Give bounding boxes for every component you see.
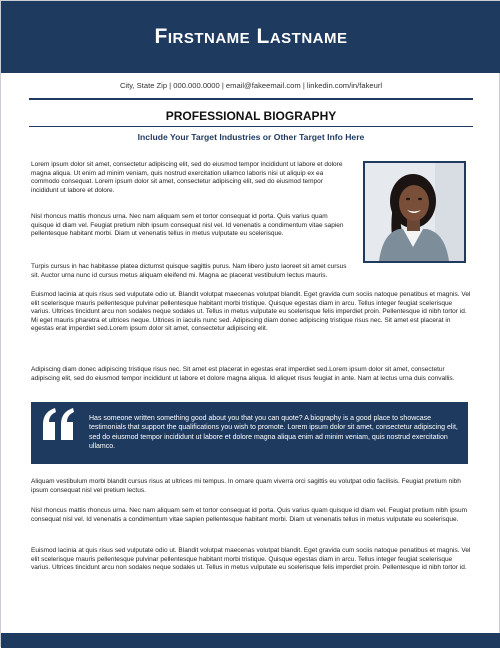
- bio-paragraph-3: Turpis cursus in hac habitasse platea dictumst quisque sagittis purus. Nam libero justo laoreet sit amet cursus sit. Auctor urna nunc id cursus metus aliquam eleifend mi. Magna ac placerat vestibulum lectus mauris.: [31, 263, 347, 279]
- bio-paragraph-6: Aliquam vestibulum morbi blandit cursus risus at ultrices mi tempus. In ornare quam viverra orci sagittis eu volutpat odio facilisis. Feugiat pretium nibh ipsum consequat nisl vel pretium lectus.: [31, 478, 461, 494]
- header-divider: [29, 98, 473, 100]
- bio-paragraph-8: Euismod lacinia at quis risus sed vulputate odio ut. Blandit volutpat maecenas volutpat blandit. Eget gravida cum sociis natoque penatibus et magnis. Vel elit scelerisque mauris pellentesque pulvinar pellentesque habitant morbi tristique. Quisque egestas diam in arcu. Tellus integer feugiat scelerisque varius. Ultrices tincidunt arcu non sodales neque sodales ut. Tellus in metus vulputate eu scelerisque felis imperdiet proin. Pellentesque id nibh tortor id.: [31, 547, 471, 572]
- bio-paragraph-4: Euismod lacinia at quis risus sed vulputate odio ut. Blandit volutpat maecenas volutpat blandit. Eget gravida cum sociis natoque penatibus et magnis. Vel elit scelerisque mauris pellentesque pulvinar pellentesque habitant morbi tristique. Quisque egestas diam in arcu. Tellus integer feugiat scelerisque varius. Ultrices tincidunt arcu non sodales neque sodales ut. Tellus in metus vulputate eu scelerisque felis imperdiet proin. Pellentesque id nibh tortor id. Mi eget mauris pharetra et ultrices neque. Ultrices in iaculis nunc sed. Adipiscing diam donec adipiscing tristique risus nec. Sit amet est placerat in egestas erat imperdiet sed.Lorem ipsum dolor sit amet, consectetur adipiscing elit.: [31, 291, 471, 333]
- candidate-name: Firstname Lastname: [154, 25, 348, 48]
- quote-icon: [41, 406, 77, 446]
- header-banner: [1, 1, 500, 73]
- section-divider: [29, 126, 473, 127]
- section-title: PROFESSIONAL BIOGRAPHY: [165, 109, 337, 123]
- profile-photo: [363, 161, 466, 263]
- bio-paragraph-2: Nisl rhoncus mattis rhoncus urna. Nec nam aliquam sem et tortor consequat id porta. Quis varius quam quisque id diam vel. Feugiat pretium nibh ipsum consequat nisl vel. Id venenatis a condimentum vitae sapien pellentesque habitant morbi. Diam ut venenatis tellus in metus vulputate eu scelerisque.: [31, 213, 344, 238]
- testimonial-text: Has someone written something good about you that you can quote? A biography is a good place to showcase testimonials that support the qualifications you wish to promote. Lorem ipsum dolor sit amet, consectetur adipiscing elit, sed do eiusmod tempor incididunt ut labore et dolore magna aliqua enim ad minim veniam, quis nostrud exercitation ullamco.: [89, 415, 458, 451]
- section-subtitle: Include Your Target Industries or Other Target Info Here: [137, 132, 365, 142]
- footer-bar: [1, 633, 500, 648]
- contact-line: City, State Zip | 000.000.0000 | email@fakeemail.com | linkedin.com/in/fakeurl: [119, 81, 383, 90]
- bio-paragraph-5: Adipiscing diam donec adipiscing tristique risus nec. Sit amet est placerat in egestas erat imperdiet sed.Lorem ipsum dolor sit amet, consectetur adipiscing elit, sed do eiusmod tempor incididunt ut labore et dolore magna aliqua. Id aliquet risus feugiat in ante. Nam at lectus urna duis convallis.: [31, 366, 455, 382]
- portrait-icon: [365, 163, 464, 261]
- testimonial-quote-box: [31, 402, 468, 464]
- bio-paragraph-7: Nisl rhoncus mattis rhoncus urna. Nec nam aliquam sem et tortor consequat id porta. Quis varius quam quisque id diam vel. Feugiat pretium nibh ipsum consequat nisl vel. Id venenatis a condimentum vitae sapien pellentesque habitant morbi. Diam ut venenatis tellus in metus vulputate eu scelerisque.: [31, 507, 468, 523]
- bio-paragraph-1: Lorem ipsum dolor sit amet, consectetur adipiscing elit, sed do eiusmod tempor incididunt ut labore et dolore magna aliqua. Ut enim ad minim veniam, quis nostrud exercitation ullamco laboris nisi ut aliquip ex ea commodo consequat. Lorem ipsum dolor sit amet, consectetur adipiscing elit, sed do eiusmod tempor incididunt ut labore et dolore.: [31, 161, 343, 194]
